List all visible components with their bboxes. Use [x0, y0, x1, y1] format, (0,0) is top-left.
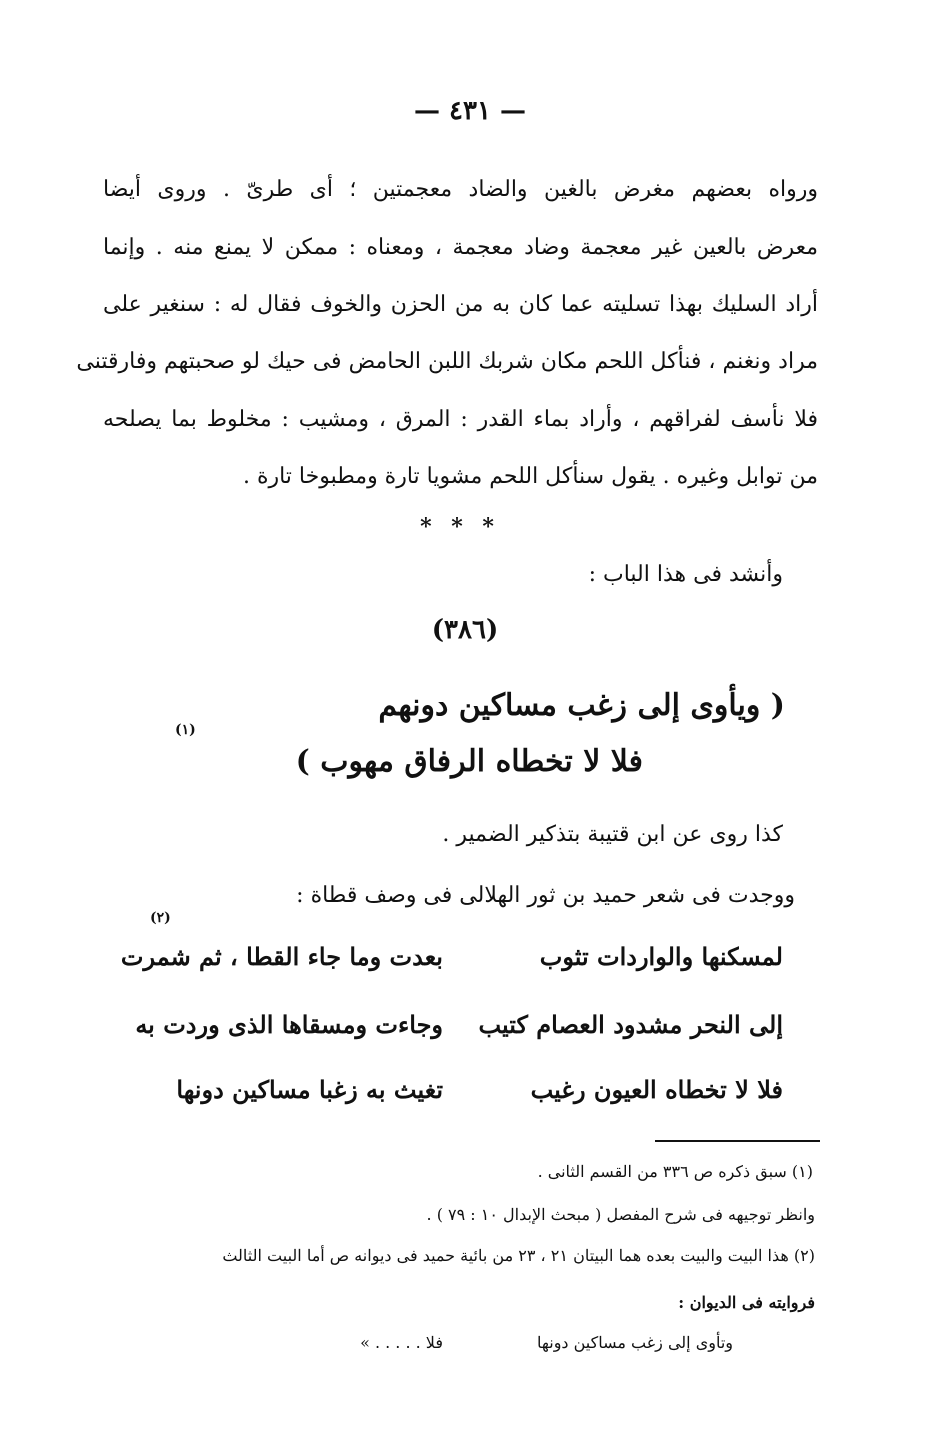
prose-line: كذا روى عن ابن قتيبة بتذكير الضمير .: [442, 822, 783, 847]
intro-line: وأنشد فى هذا الباب :: [588, 562, 783, 587]
footnote-verse-first: وتأوى إلى زغب مساكين دونها: [536, 1333, 733, 1352]
footnote-line: (٢) هذا البيت والبيت بعده هما البيتان ٢١ ، ٢٣ من بائية حميد فى ديوانه ص أما البيت الثالث: [222, 1246, 815, 1265]
commentary-line: مراد ونغنم ، فنأكل اللحم مكان شربك اللبن الحامض فى حيك لو صحبتهم وفارقتنى: [76, 349, 818, 374]
commentary-line: فلا نأسف لفراقهم ، وأراد بماء القدر : المرق ، ومشيب : مخلوط بما يصلحه: [103, 407, 818, 432]
couplet-second-hemistich: لمسكنها والواردات تثوب: [539, 942, 783, 971]
couplet-first-hemistich: تغيث به زغبا مساكين دونها: [176, 1075, 443, 1104]
poem-number: (٣٨٦): [431, 615, 499, 645]
footnote-marker: (٢): [150, 910, 171, 926]
couplet-first-hemistich: وجاءت ومسقاها الذى وردت به: [135, 1010, 443, 1039]
couplet-second-hemistich: إلى النحر مشدود العصام كتيب: [478, 1010, 783, 1039]
prose-line: ووجدت فى شعر حميد بن ثور الهلالى فى وصف قطاة :: [296, 883, 795, 908]
section-divider: * * *: [420, 514, 500, 540]
footnote-line: فروايته فى الديوان :: [678, 1293, 815, 1312]
footnote-separator: [655, 1140, 820, 1142]
verse-first-hemistich: ( ويأوى إلى زغب مساكين دونهم: [378, 688, 785, 723]
commentary-line: ورواه بعضهم مغرض بالغين والضاد معجمتين ؛ أى طرىّ . وروى أيضا: [103, 177, 818, 202]
couplet-second-hemistich: فلا لا تخطاه العيون رغيب: [530, 1075, 783, 1104]
footnote-line: وانظر توجيهه فى شرح المفصل ( مبحث الإبدال ١٠ : ٧٩ ) .: [426, 1205, 815, 1224]
footnote-line: (١) سبق ذكره ص ٣٣٦ من القسم الثانى .: [537, 1162, 813, 1181]
footnote-marker: (١): [175, 722, 196, 738]
verse-second-hemistich: فلا لا تخطاه الرفاق مهوب ): [295, 744, 643, 779]
couplet-first-hemistich: بعدت وما جاء القطا ، ثم شمرت: [120, 942, 443, 971]
commentary-line: من توابل وغيره . يقول سنأكل اللحم مشويا تارة ومطبوخا تارة .: [242, 464, 818, 489]
commentary-line: أراد السليك بهذا تسليته عما كان به من الحزن والخوف فقال له : سنغير على: [103, 292, 818, 317]
page-number: — ٤٣١ —: [413, 96, 527, 126]
commentary-line: معرض بالعين غير معجمة وضاد معجمة ، ومعناه : ممكن لا يمنع منه . وإنما: [103, 235, 818, 260]
footnote-verse-second: فلا . . . . . »: [360, 1333, 443, 1352]
